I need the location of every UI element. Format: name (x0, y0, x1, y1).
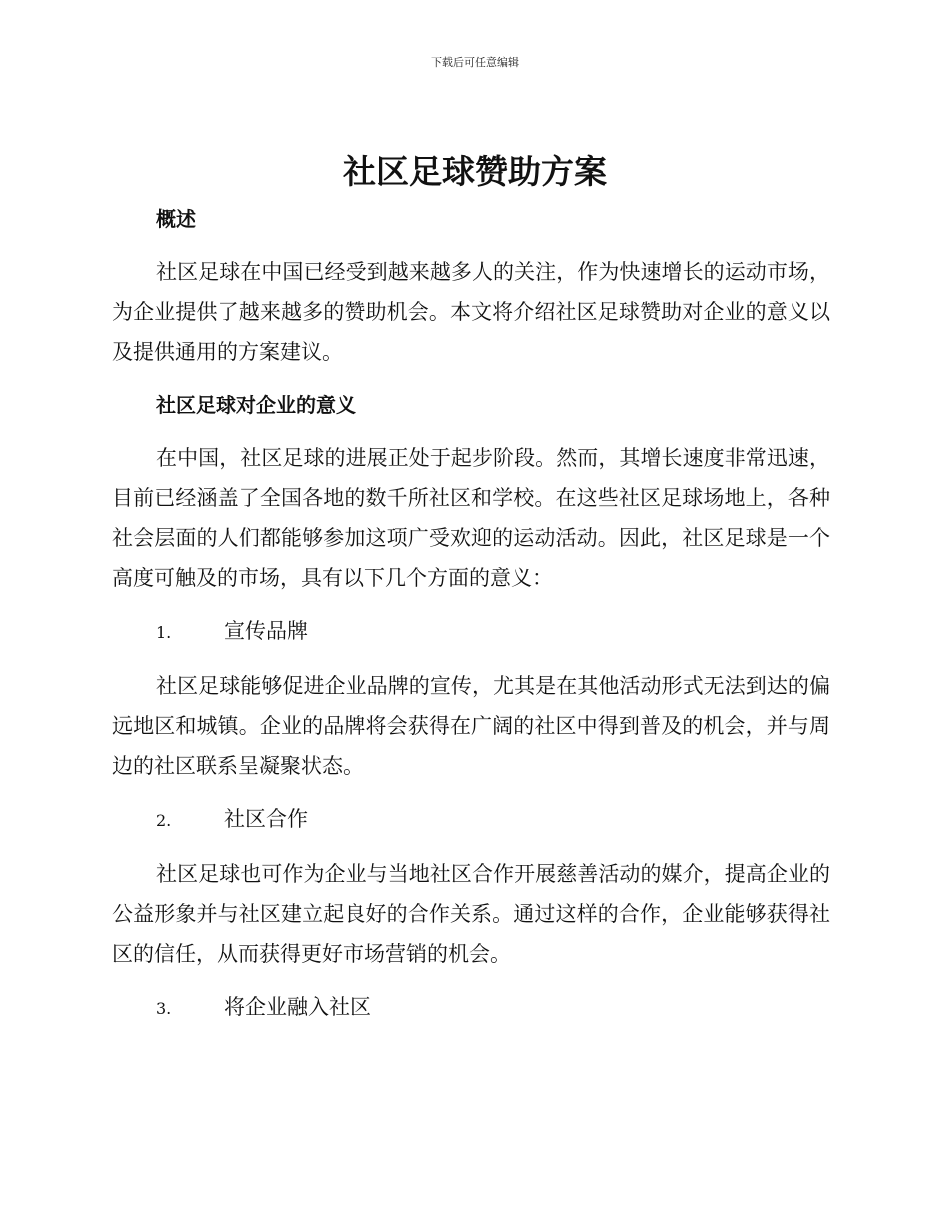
list-label: 将企业融入社区 (224, 995, 371, 1019)
list-number: 2. (156, 811, 172, 830)
paragraph-meaning: 在中国，社区足球的进展正处于起步阶段。然而，其增长速度非常迅速，目前已经涵盖了全国各地的数千所社区和学校。在这些社区足球场地上，各种社会层面的人们都能够参加这项广受欢迎的运动活动。因此，社区足球是一个高度可触及的市场，具有以下几个方面的意义： (112, 446, 830, 590)
list-label: 宣传品牌 (224, 619, 308, 643)
document-title: 社区足球赞助方案 (343, 152, 607, 191)
section-heading-meaning: 社区足球对企业的意义 (156, 393, 356, 417)
list-number: 3. (156, 999, 172, 1018)
header-note: 下载后可任意编辑 (431, 56, 519, 69)
list-item-1 (112, 612, 830, 652)
list-item-2 (112, 800, 830, 840)
list-item-3 (112, 988, 830, 1028)
paragraph-item-2: 社区足球也可作为企业与当地社区合作开展慈善活动的媒介，提高企业的公益形象并与社区建立起良好的合作关系。通过这样的合作，企业能够获得社区的信任，从而获得更好市场营销的机会。 (112, 862, 830, 966)
paragraph-overview: 社区足球在中国已经受到越来越多人的关注，作为快速增长的运动市场，为企业提供了越来越多的赞助机会。本文将介绍社区足球赞助对企业的意义以及提供通用的方案建议。 (112, 260, 830, 364)
document-body (112, 200, 830, 1042)
list-label: 社区合作 (224, 807, 308, 831)
section-heading-overview: 概述 (156, 207, 196, 231)
list-number: 1. (156, 623, 172, 642)
paragraph-item-1: 社区足球能够促进企业品牌的宣传，尤其是在其他活动形式无法到达的偏远地区和城镇。企业的品牌将会获得在广阔的社区中得到普及的机会，并与周边的社区联系呈凝聚状态。 (112, 674, 830, 778)
